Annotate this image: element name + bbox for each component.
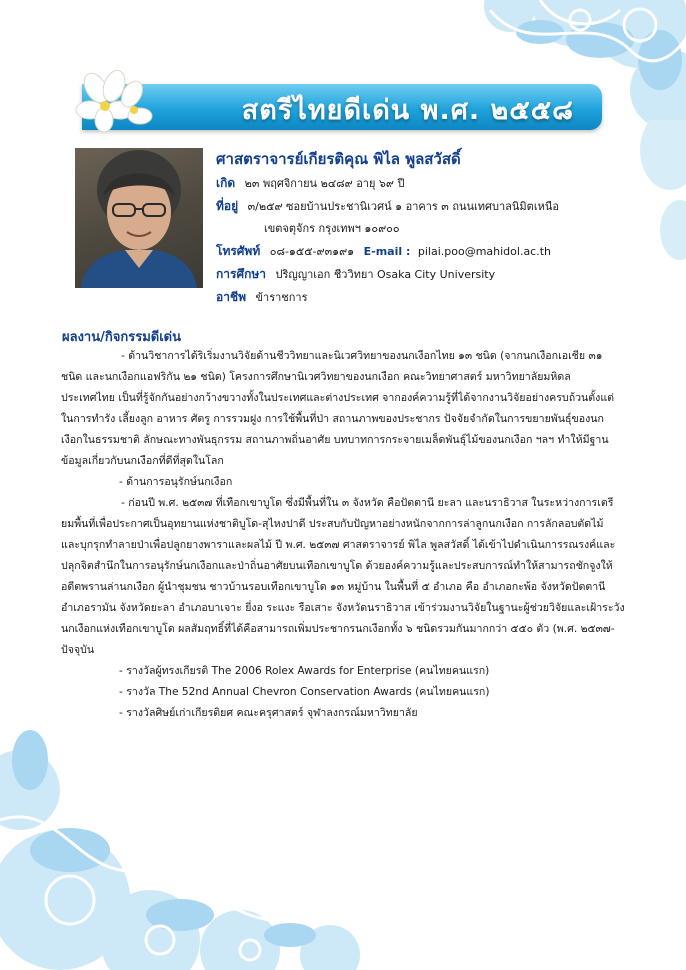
education-value: ปริญญาเอก ชีววิทยา Osaka City University [275,268,496,281]
birth-row [216,172,626,195]
paragraph: - รางวัลศิษย์เก่าเกียรติยศ คณะครุศาสตร์ จุฬาลงกรณ์มหาวิทยาลัย [119,707,418,719]
profile-info [216,146,626,309]
portrait-photo [75,148,203,288]
title-banner [82,84,602,130]
birth-value: ๒๓ พฤศจิกายน ๒๔๘๙ อายุ ๖๙ ปี [244,177,405,190]
banner-title: สตรีไทยดีเด่น พ.ศ. ๒๕๕๘ [241,95,574,126]
birth-label: เกิด [216,176,236,190]
career-row [216,286,626,309]
paragraph: - รางวัลผู้ทรงเกียรติ The 2006 Rolex Awards for Enterprise (คนไทยคนแรก) [119,665,490,677]
address-line1: ๓/๒๕๙ ซอยบ้านประชานิเวศน์ ๑ อาคาร ๓ ถนนเทศบาลนิมิตเหนือ [247,200,559,213]
email-label: E-mail : [363,245,411,258]
education-label: การศึกษา [216,267,266,281]
section-title: ผลงาน/กิจกรรมดีเด่น [62,330,181,345]
education-row [216,263,626,286]
paragraph: - ด้านการอนุรักษ์นกเงือก [119,476,233,488]
career-value: ข้าราชการ [255,291,308,304]
paragraph: - รางวัล The 52nd Annual Chevron Conservation Awards (คนไทยคนแรก) [119,686,490,698]
phone-row [216,240,626,263]
orchid-flower-icon [74,70,154,136]
paragraph: - ด้านวิชาการได้ริเริ่มงานวิจัยด้านชีววิทยาและนิเวศวิทยาของนกเงือกไทย ๑๓ ชนิด (จากนกเงือกเอเชีย ๓๑ ชนิด และนกเงือกแอฟริกัน ๒๑ ชนิด) โครงการศึกษานิเวศวิทยาของนกเงือก คณะวิทยาศาสตร์ มหาวิทยาลัยมหิดล ประเทศไทย เป็นที่รู้จักกันอย่างกว้างขวางทั้งในประเทศและต่างประเทศ จากองค์ความรู้ที่ได้จากงานวิจัยอย่างครบถ้วนตั้งแต่ในการทำรัง เลี้ยงลูก อาหาร ศัตรู การรวมฝูง การใช้พื้นที่ป่า สถานภาพของประชากร ปัจจัยจำกัดในการขยายพันธุ์ของนกเงือกในธรรมชาติ ลักษณะทางพันธุกรรม สถานภาพถิ่นอาศัย บทบาทการกระจายเมล็ดพันธุ์ไม้ของนกเงือก ฯลฯ ทำให้มีฐานข้อมูลเกี่ยวกับนกเงือกที่ดีที่สุดในโลก [61,350,615,467]
paragraph: - ก่อนปี พ.ศ. ๒๕๓๗ ที่เทือกเขาบูโด ซึ่งมีพื้นที่ใน ๓ จังหวัด คือปัตตานี ยะลา และนราธิวาส ในระหว่างการเตรียมพื้นที่เพื่อประกาศเป็นอุทยานแห่งชาติบูโด-สุไหงปาดี ประสบกับปัญหาอย่างหนักจากการล่าลูกนกเงือก การลักลอบตัดไม้ และบุกรุกทำลายป่าเพื่อปลูกยางพาราและผลไม้ ปี พ.ศ. ๒๕๓๗ ศาสตราจารย์ พิไล พูลสวัสดิ์ ได้เข้าไปดำเนินการรณรงค์และปลุกจิตสำนึกในการอนุรักษ์นกเงือกและป่าถิ่นอาศัยบนเทือกเขาบูโด ด้วยองค์ความรู้และประสบการณ์ทำให้สามารถชักจูงให้อดีตพรานล่านกเงือก ผู้นำชุมชน ชาวบ้านรอบเทือกเขาบูโด ๑๓ หมู่บ้าน ในพื้นที่ ๕ อำเภอ คือ อำเภอกะพ้อ จังหวัดปัตตานี อำเภอรามัน จังหวัดยะลา อำเภอบาเจาะ ยี่งอ ระแงะ รือเสาะ จังหวัดนราธิวาส เข้าร่วมงานวิจัยในฐานะผู้ช่วยวิจัยและเฝ้าระวังนกเงือกแห่งเทือกเขาบูโด ผลสัมฤทธิ์ที่ได้คือสามารถเพิ่มประชากรนกเงือกทั้ง ๖ ชนิดรวมกันมากกว่า ๕๕๐ ตัว (พ.ศ. ๒๕๓๗-ปัจจุบัน [61,497,625,656]
career-label: อาชีพ [216,290,246,304]
phone-value: ๐๘-๑๕๕-๙๓๑๙๑ [269,245,355,258]
person-name: ศาสตราจารย์เกียรติคุณ พิไล พูลสวัสดิ์ [216,150,461,168]
phone-label: โทรศัพท์ [216,244,261,258]
address-row [216,195,626,218]
floral-ornament-bottom-left [0,700,430,970]
address-line2: เขตจตุจักร กรุงเทพฯ ๑๐๙๐๐ [264,222,400,235]
address-row-2 [216,218,626,240]
email-value[interactable]: pilai.poo@mahidol.ac.th [417,245,552,258]
address-label: ที่อยู่ [216,199,239,213]
achievements-body [61,346,625,724]
